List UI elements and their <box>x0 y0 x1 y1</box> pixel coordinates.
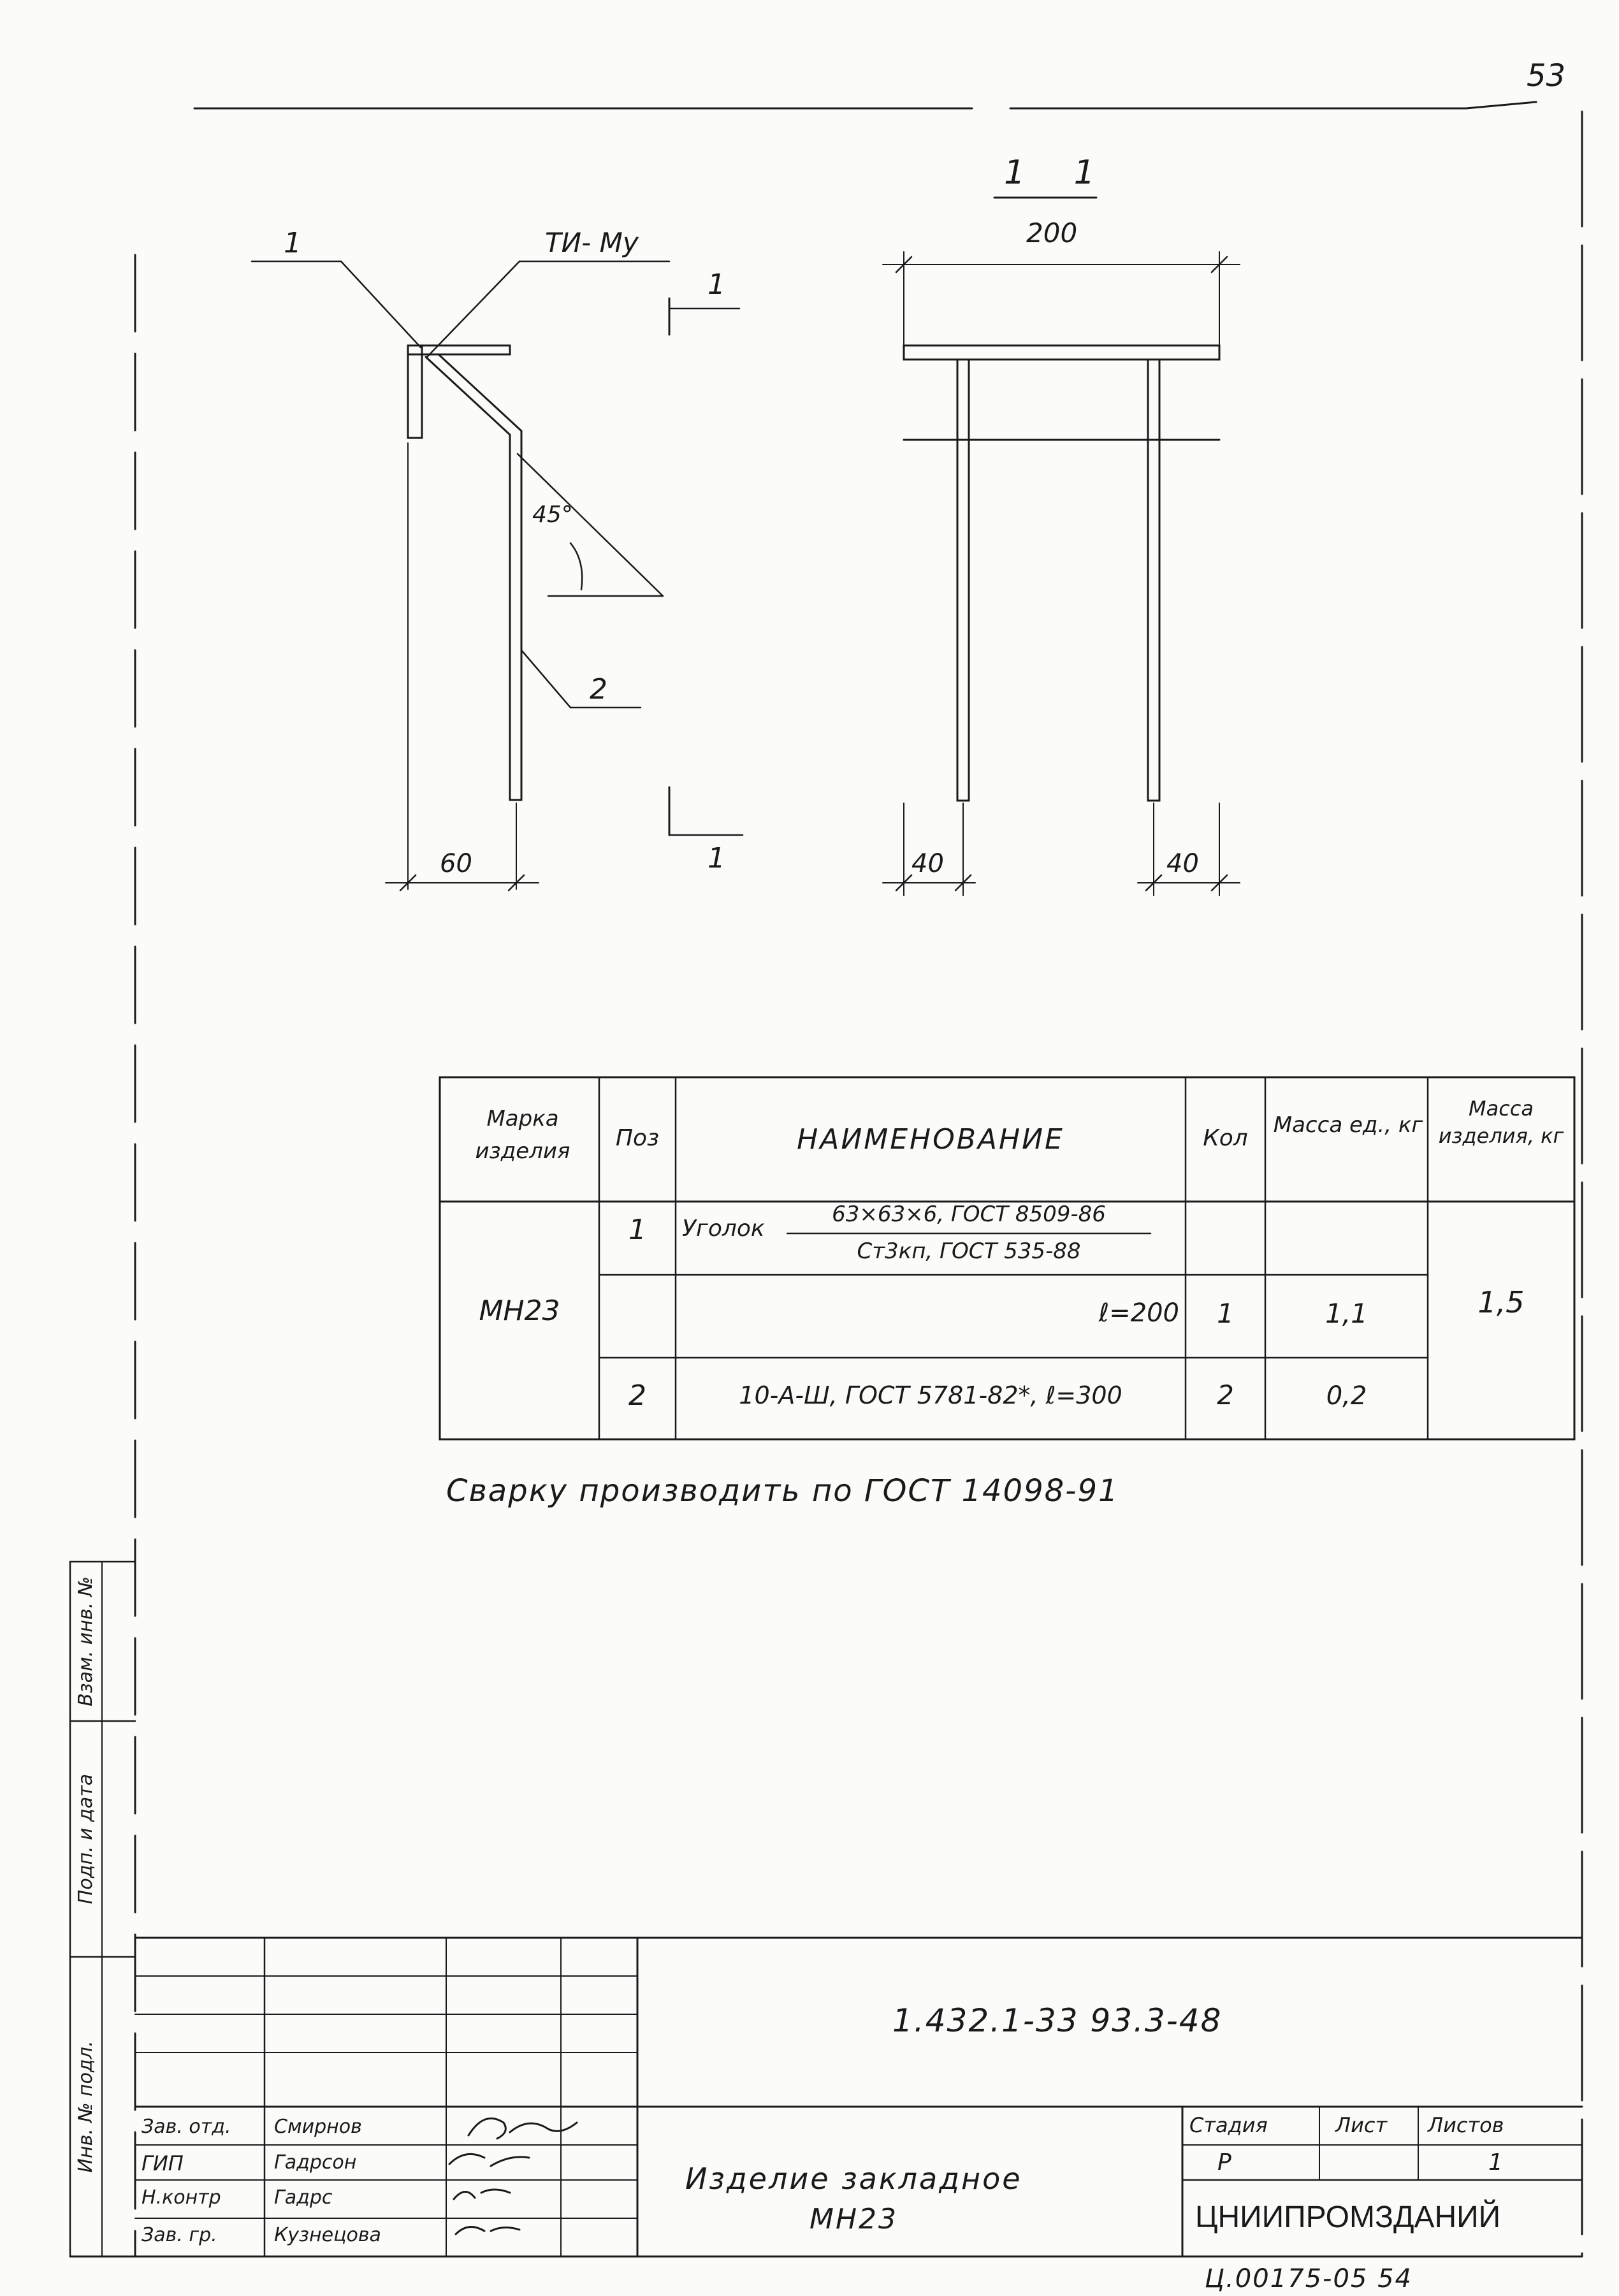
position-2-label: 2 <box>590 673 607 706</box>
mark-value: МН23 <box>479 1295 560 1327</box>
stage-value: Р <box>1217 2149 1231 2176</box>
row2-mass: 1,1 <box>1325 1298 1368 1329</box>
row1-name-bottom: Ст3кп, ГОСТ 535-88 <box>857 1239 1081 1264</box>
sheets-value: 1 <box>1488 2149 1503 2176</box>
stamp-replaces: Взам. инв. № <box>75 1576 97 1706</box>
product-title: Изделие закладное <box>685 2162 1022 2196</box>
role-0: Зав. отд. <box>142 2116 231 2138</box>
name-0: Смирнов <box>274 2116 362 2138</box>
header-mass-item: Масса изделия, кг <box>1438 1096 1564 1149</box>
row3-mass: 0,2 <box>1326 1381 1367 1411</box>
bottom-code: Ц.00175-05 54 <box>1205 2264 1412 2293</box>
product-code: МН23 <box>810 2203 899 2235</box>
row3-name: 10-А-Ш, ГОСТ 5781-82*, ℓ=300 <box>739 1381 1122 1409</box>
row3-qty: 2 <box>1217 1379 1234 1411</box>
specification-table <box>440 1077 1574 1441</box>
role-3: Зав. гр. <box>142 2224 217 2246</box>
sheet-header: Лист <box>1335 2113 1388 2137</box>
header-name: НАИМЕНОВАНИЕ <box>797 1123 1064 1156</box>
stamp-sign-date: Подп. и дата <box>75 1773 97 1905</box>
row3-pos: 2 <box>628 1379 646 1412</box>
stamp-inv-no: Инв. № подл. <box>75 2040 97 2173</box>
name-3: Кузнецова <box>274 2224 381 2246</box>
organization-name: ЦНИИПРОМЗДАНИЙ <box>1195 2200 1501 2234</box>
position-1-label: 1 <box>284 227 301 259</box>
section-arrow-top-label: 1 <box>708 268 725 301</box>
page-number: 53 <box>1527 58 1566 94</box>
row1-name-top: 63×63×6, ГОСТ 8509-86 <box>832 1202 1106 1227</box>
stage-header: Стадия <box>1189 2113 1268 2137</box>
dimension-60-label: 60 <box>440 849 472 878</box>
mass-total-value: 1,5 <box>1477 1285 1525 1319</box>
header-pos: Поз <box>615 1125 660 1151</box>
signature-marks <box>449 2118 577 2234</box>
dimension-40-right-label: 40 <box>1166 849 1199 878</box>
dimension-200-label: 200 <box>1026 217 1078 249</box>
weld-symbol-label: ТИ- Му <box>545 227 639 258</box>
role-2: Н.контр <box>142 2186 221 2209</box>
row2-qty: 1 <box>1217 1298 1234 1329</box>
section-marker-label: 1 1 <box>1004 154 1114 192</box>
section-arrow-bottom-label: 1 <box>708 842 725 875</box>
name-2: Гадрс <box>274 2186 333 2209</box>
dimension-40-left-label: 40 <box>911 849 944 878</box>
header-qty: Кол <box>1203 1125 1248 1151</box>
row1-name-prefix: Уголок <box>682 1216 765 1242</box>
row2-name: ℓ=200 <box>1098 1298 1179 1328</box>
sheets-header: Листов <box>1428 2113 1504 2137</box>
header-mark: Марка изделия <box>475 1106 570 1164</box>
header-mass-unit: Масса ед., кг <box>1273 1112 1423 1138</box>
row1-pos: 1 <box>628 1214 646 1246</box>
role-1: ГИП <box>142 2151 184 2176</box>
angle-45-label: 45° <box>532 502 573 528</box>
document-code: 1.432.1-33 93.3-48 <box>892 2002 1223 2039</box>
welding-note: Сварку производить по ГОСТ 14098-91 <box>446 1473 1119 1509</box>
name-1: Гадрсон <box>274 2151 357 2174</box>
